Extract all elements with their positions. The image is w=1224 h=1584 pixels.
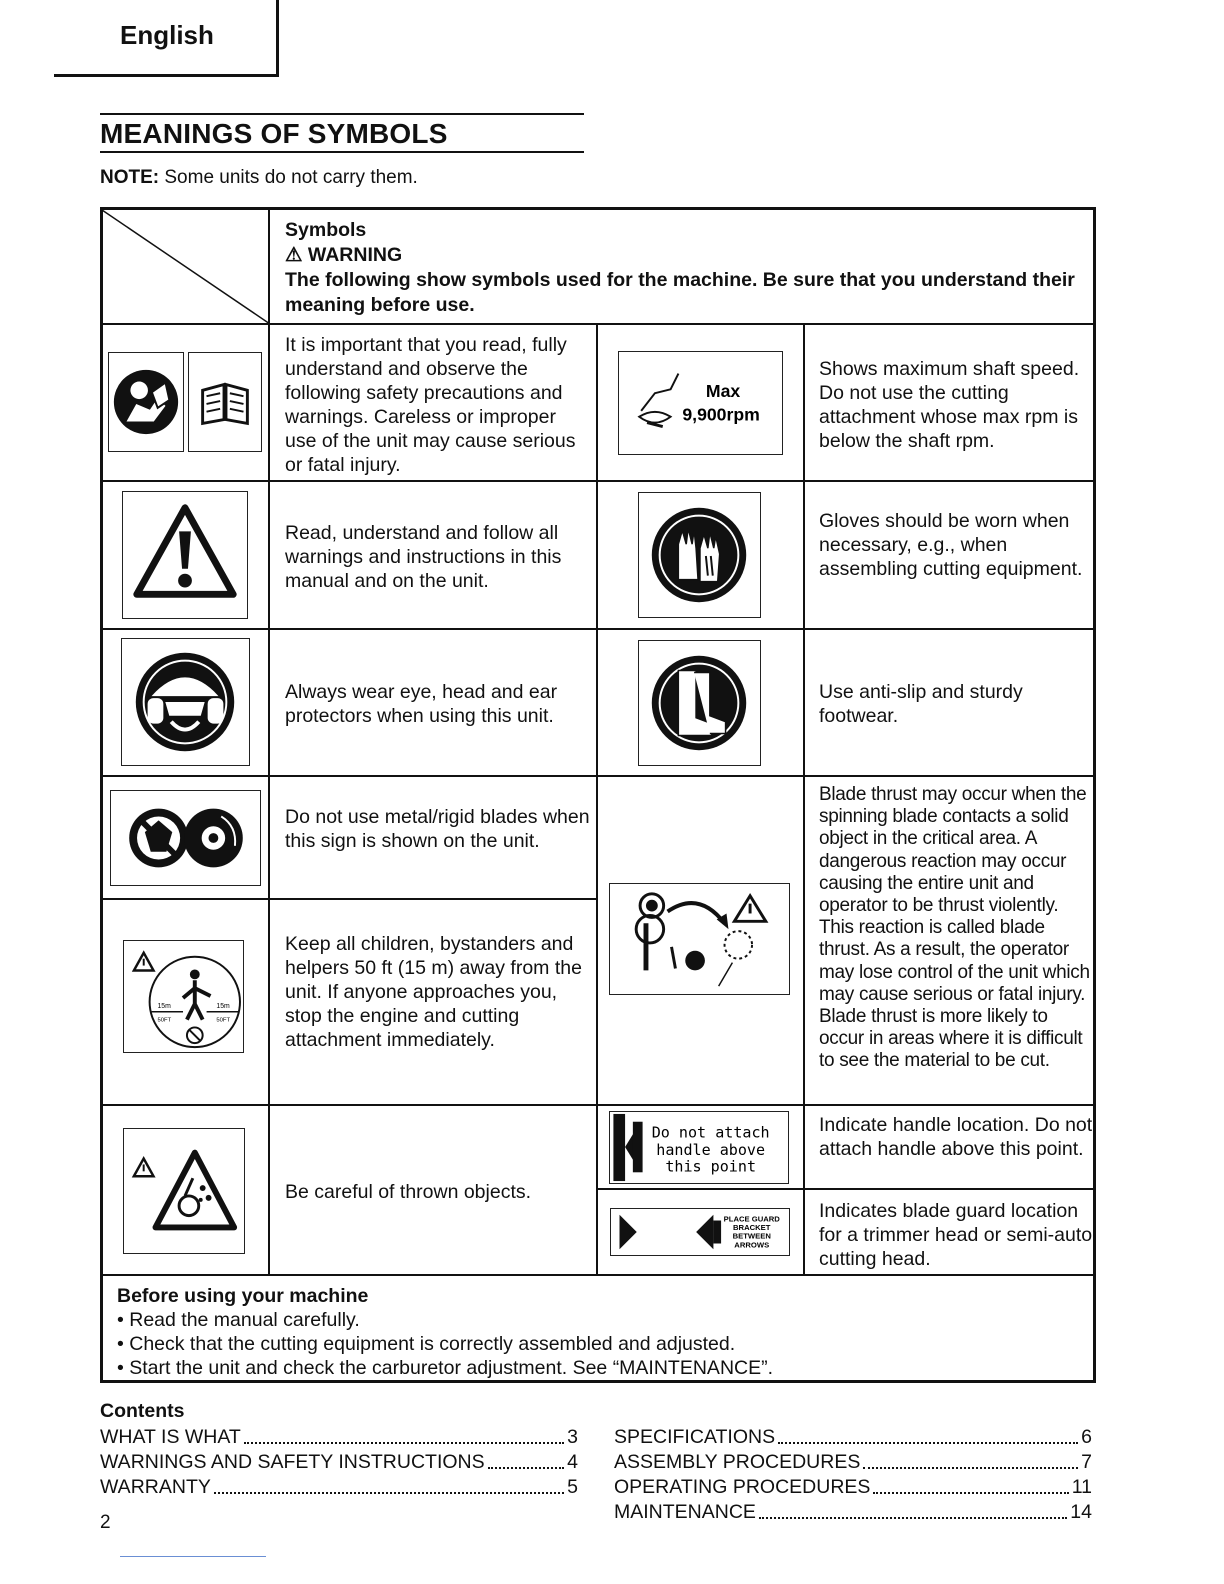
blade-thrust-icon bbox=[609, 883, 790, 995]
toc-label: WHAT IS WHAT bbox=[100, 1426, 241, 1448]
read-manual-text: It is important that you read, fully understand and observe the following safety precautions and warnings. Careless or improper use of the unit may cause serious or fatal injury. bbox=[285, 334, 576, 476]
max-label: Max bbox=[705, 381, 741, 402]
handle-label-line: this point bbox=[665, 1157, 757, 1176]
follow-warnings-text: Read, understand and follow all warnings and instructions in this manual and on the unit. bbox=[285, 522, 562, 592]
toc-entry[interactable] bbox=[614, 1450, 1092, 1475]
no-metal-blades-text: Do not use metal/rigid blades when this sign is shown on the unit. bbox=[285, 806, 590, 852]
toc-leader bbox=[778, 1425, 1078, 1444]
before-using-item: • Start the unit and check the carburetor adjustment. See “MAINTENANCE”. bbox=[117, 1357, 774, 1379]
symbols-title: Symbols bbox=[285, 219, 367, 241]
note-text: Some units do not carry them. bbox=[159, 167, 418, 188]
keep-away-text: Keep all children, bystanders and helpers 50 ft (15 m) away from the unit. If anyone approaches you, stop the engine and cutting attachment immediately. bbox=[285, 933, 582, 1051]
keep-away-icon bbox=[123, 940, 244, 1053]
rpm-label: 9,900rpm bbox=[682, 404, 760, 425]
handle-label-line: Do not attach bbox=[651, 1123, 770, 1142]
row-divider bbox=[101, 1274, 1096, 1276]
toc-page: 11 bbox=[1071, 1476, 1092, 1498]
before-using-item: • Read the manual carefully. bbox=[117, 1309, 360, 1331]
toc-entry[interactable] bbox=[100, 1450, 578, 1475]
blade-thrust-text: Blade thrust may occur when the spinning blade contacts a solid object in the critical area. A dangerous reaction may occur causing the entire unit and operator to be thrust violently. This reaction is called blade thrust. As a result, the operator may lose control of the unit which may cause serious or fatal injury. Blade thrust is more likely to occur in areas where it is difficult to see the material to be cut. bbox=[819, 784, 1090, 1072]
column-divider bbox=[268, 209, 270, 1275]
toc-label: OPERATING PROCEDURES bbox=[614, 1476, 871, 1498]
toc-entry[interactable] bbox=[614, 1475, 1092, 1500]
toc-label: WARNINGS AND SAFETY INSTRUCTIONS bbox=[100, 1451, 485, 1473]
toc-leader bbox=[488, 1450, 565, 1469]
row-divider bbox=[597, 1188, 1096, 1190]
contents-title: Contents bbox=[100, 1400, 185, 1422]
warning-triangle-icon bbox=[122, 491, 248, 619]
head-protection-icon bbox=[121, 638, 250, 766]
toc-label: WARRANTY bbox=[100, 1476, 211, 1498]
note bbox=[100, 167, 418, 189]
footer-rule bbox=[120, 1556, 266, 1557]
footwear-text: Use anti-slip and sturdy footwear. bbox=[819, 681, 1023, 727]
toc-leader bbox=[244, 1425, 564, 1444]
header-instruction: The following show symbols used for the machine. Be sure that you understand their meaning before use. bbox=[285, 269, 1075, 316]
toc-page: 4 bbox=[567, 1451, 578, 1473]
before-using-item: • Check that the cutting equipment is correctly assembled and adjusted. bbox=[117, 1333, 736, 1355]
guard-label-line: ARROWS bbox=[734, 1240, 770, 1250]
toc-leader bbox=[759, 1500, 1067, 1519]
handle-label-sticker bbox=[609, 1111, 789, 1184]
max-speed-text: Shows maximum shaft speed. Do not use the cutting attachment whose max rpm is below the shaft rpm. bbox=[819, 358, 1080, 452]
toc-leader bbox=[214, 1475, 564, 1494]
read-manual-icon bbox=[108, 352, 184, 452]
guard-label-line: BRACKET bbox=[733, 1223, 771, 1233]
handle-label-line: handle above bbox=[656, 1140, 766, 1159]
row-divider bbox=[101, 898, 597, 900]
page-number: 2 bbox=[100, 1512, 111, 1533]
guard-label-line: BETWEEN bbox=[732, 1231, 771, 1241]
distance-label: 50FT bbox=[157, 1017, 172, 1024]
no-metal-blades-icon bbox=[110, 790, 261, 886]
thrown-objects-text: Be careful of thrown objects. bbox=[285, 1181, 532, 1203]
toc-entry[interactable] bbox=[100, 1425, 578, 1450]
before-using-title: Before using your machine bbox=[117, 1285, 369, 1307]
toc-entry[interactable] bbox=[614, 1500, 1092, 1525]
heading-bottom-rule bbox=[100, 151, 584, 153]
column-divider bbox=[596, 323, 598, 1275]
max-rpm-icon bbox=[618, 351, 783, 455]
toc-page: 7 bbox=[1081, 1451, 1092, 1473]
toc-leader bbox=[873, 1475, 1068, 1494]
toc-page: 6 bbox=[1081, 1426, 1092, 1448]
row-divider bbox=[101, 1104, 1096, 1106]
row-divider bbox=[101, 323, 1096, 325]
guard-label-line: PLACE GUARD bbox=[723, 1214, 780, 1224]
handle-location-text: Indicate handle location. Do not attach handle above this point. bbox=[819, 1114, 1093, 1160]
before-using-section bbox=[117, 1284, 773, 1380]
row-divider bbox=[101, 480, 1096, 482]
gloves-icon bbox=[638, 492, 761, 618]
language-tab bbox=[54, 0, 279, 77]
column-divider bbox=[803, 323, 805, 1275]
table-header bbox=[285, 218, 1095, 318]
row-divider bbox=[101, 628, 1096, 630]
header-corner-diagonal bbox=[102, 210, 270, 324]
row-divider bbox=[101, 775, 1096, 777]
thrown-objects-icon bbox=[123, 1128, 245, 1254]
toc-page: 5 bbox=[567, 1476, 578, 1498]
toc-label: ASSEMBLY PROCEDURES bbox=[614, 1451, 861, 1473]
toc-page: 3 bbox=[567, 1426, 578, 1448]
language-label: English bbox=[120, 20, 214, 50]
distance-label: 50FT bbox=[216, 1017, 231, 1024]
boots-icon bbox=[638, 640, 761, 766]
toc-entry[interactable] bbox=[100, 1475, 578, 1500]
page-title: MEANINGS OF SYMBOLS bbox=[100, 118, 448, 149]
distance-label: 15m bbox=[216, 1002, 230, 1010]
toc-page: 14 bbox=[1070, 1501, 1092, 1523]
protectors-text: Always wear eye, head and ear protectors when using this unit. bbox=[285, 681, 558, 727]
toc-label: MAINTENANCE bbox=[614, 1501, 756, 1523]
toc-leader bbox=[863, 1450, 1078, 1469]
guard-location-text: Indicates blade guard location for a trimmer head or semi-auto cutting head. bbox=[819, 1200, 1093, 1270]
toc-entry[interactable] bbox=[614, 1425, 1092, 1450]
toc-label: SPECIFICATIONS bbox=[614, 1426, 776, 1448]
warning-title: ⚠ WARNING bbox=[285, 244, 403, 266]
book-icon bbox=[188, 352, 262, 452]
gloves-text: Gloves should be worn when necessary, e.g., when assembling cutting equipment. bbox=[819, 510, 1083, 580]
heading-top-rule bbox=[100, 113, 584, 115]
distance-label: 15m bbox=[157, 1002, 171, 1010]
note-label: NOTE: bbox=[100, 167, 160, 188]
guard-label-sticker bbox=[610, 1208, 790, 1256]
